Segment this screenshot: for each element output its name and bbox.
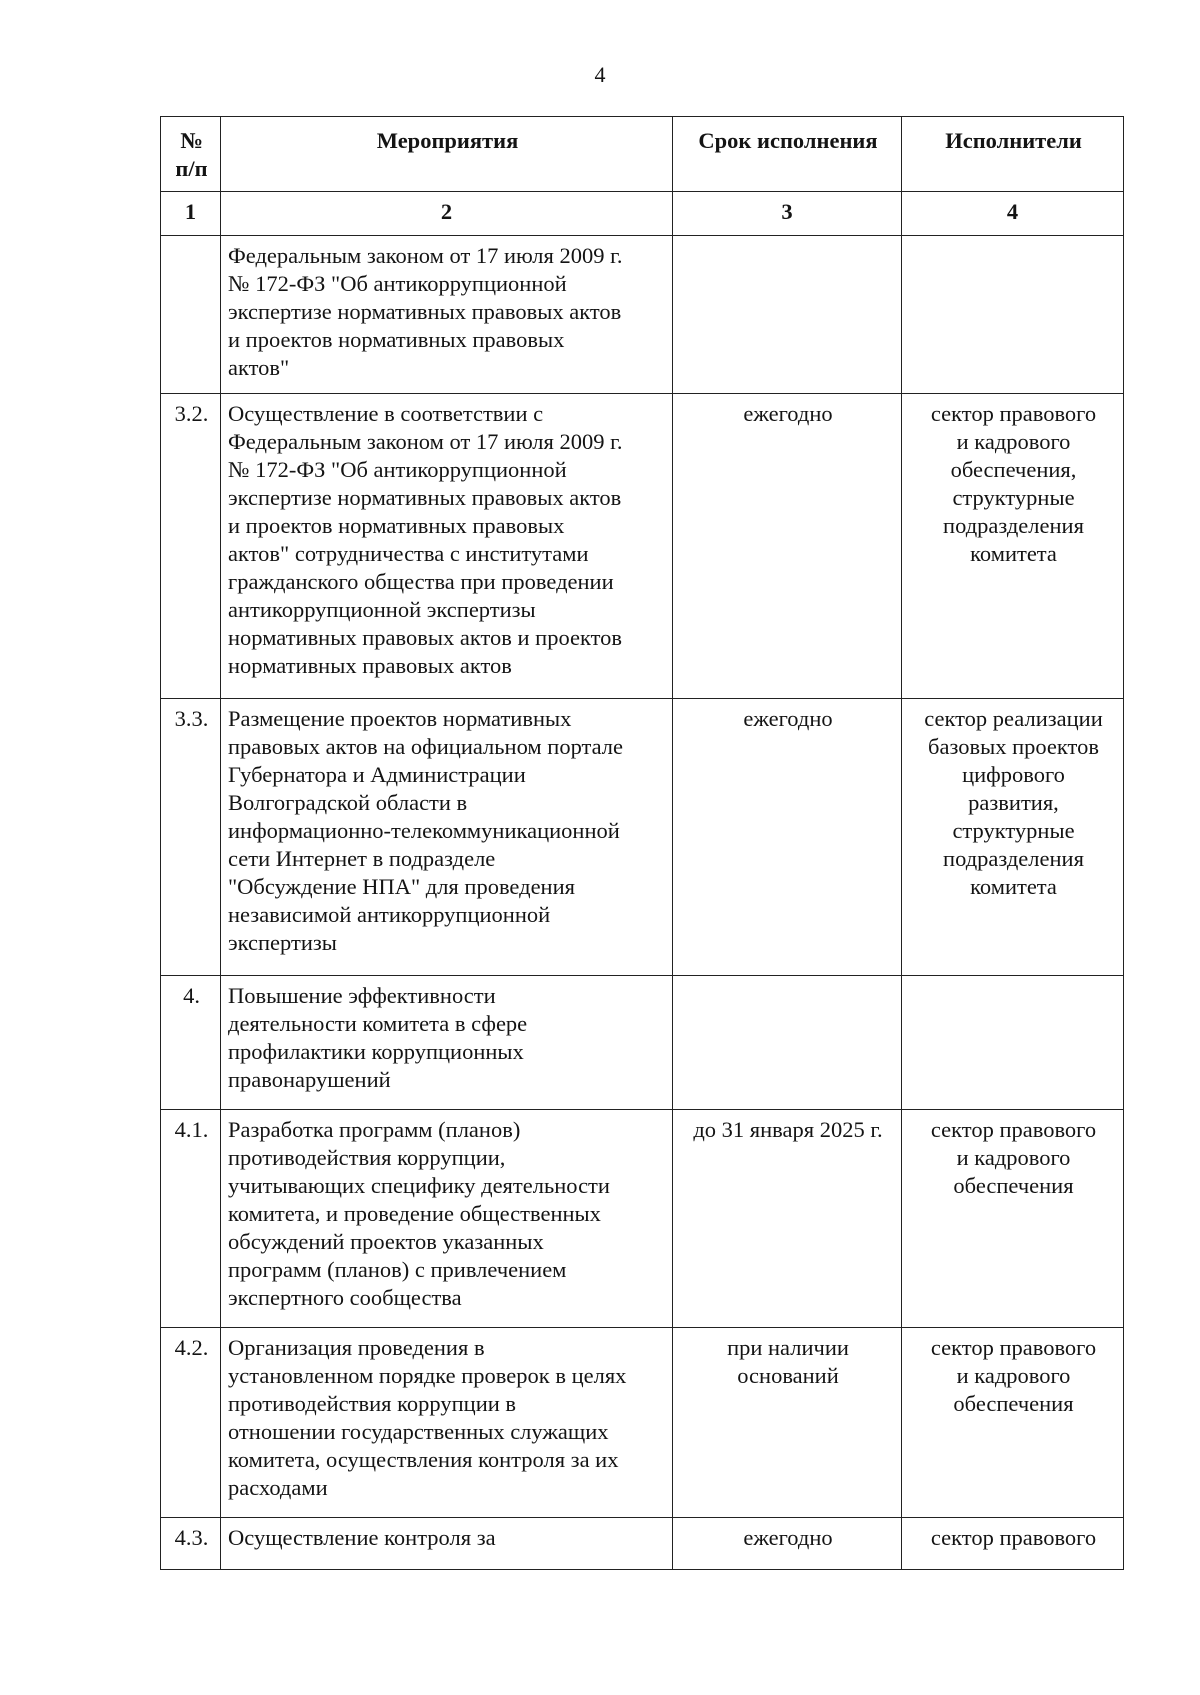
- column-number: 1: [161, 192, 221, 236]
- row-number: 4.3.: [161, 1518, 221, 1570]
- row-deadline: ежегодно: [673, 1518, 902, 1570]
- column-number: 2: [221, 192, 673, 236]
- row-executors: сектор правового и кадрового обеспечения: [902, 1328, 1124, 1518]
- row-executors: [902, 236, 1124, 394]
- table-row: [161, 976, 1124, 1110]
- header-number: № п/п: [161, 117, 221, 192]
- row-executors: сектор правового и кадрового обеспечения: [902, 1110, 1124, 1328]
- header-deadline: Срок исполнения: [673, 117, 902, 192]
- table-header-row: [161, 117, 1124, 192]
- row-event: Разработка программ (планов) противодействия коррупции, учитывающих специфику деятельности комитета, и проведение общественных обсуждений проектов указанных программ (планов) с привлечением экспертного сообщества: [221, 1110, 673, 1328]
- row-number: 3.3.: [161, 699, 221, 976]
- row-number: 4.1.: [161, 1110, 221, 1328]
- row-event: Размещение проектов нормативных правовых актов на официальном портале Губернатора и Администрации Волгоградской области в информационно-телекоммуникационной сети Интернет в подразделе "Обсуждение НПА" для проведения независимой антикоррупционной экспертизы: [221, 699, 673, 976]
- row-number: 3.2.: [161, 394, 221, 699]
- row-deadline: при наличии оснований: [673, 1328, 902, 1518]
- column-number: 4: [902, 192, 1124, 236]
- table-row: [161, 1518, 1124, 1570]
- row-executors: [902, 976, 1124, 1110]
- row-deadline: ежегодно: [673, 699, 902, 976]
- column-numbers-row: [161, 192, 1124, 236]
- column-number: 3: [673, 192, 902, 236]
- row-event: Федеральным законом от 17 июля 2009 г. № 172-ФЗ "Об антикоррупционной экспертизе нормативных правовых актов и проектов нормативных правовых актов": [221, 236, 673, 394]
- table-row: [161, 699, 1124, 976]
- row-deadline: [673, 976, 902, 1110]
- header-events: Мероприятия: [221, 117, 673, 192]
- row-number: 4.: [161, 976, 221, 1110]
- page-number: 4: [594, 62, 606, 87]
- row-event: Осуществление контроля за: [221, 1518, 673, 1570]
- row-deadline: ежегодно: [673, 394, 902, 699]
- row-executors: сектор реализации базовых проектов цифрового развития, структурные подразделения комитета: [902, 699, 1124, 976]
- row-number: 4.2.: [161, 1328, 221, 1518]
- row-executors: сектор правового: [902, 1518, 1124, 1570]
- row-event: Повышение эффективности деятельности комитета в сфере профилактики коррупционных правонарушений: [221, 976, 673, 1110]
- table-row: [161, 1110, 1124, 1328]
- table-row: [161, 1328, 1124, 1518]
- row-deadline: до 31 января 2025 г.: [673, 1110, 902, 1328]
- header-executors: Исполнители: [902, 117, 1124, 192]
- measures-table: [160, 116, 1124, 1570]
- row-event: Осуществление в соответствии с Федеральным законом от 17 июля 2009 г. № 172-ФЗ "Об антикоррупционной экспертизе нормативных правовых актов и проектов нормативных правовых актов" сотрудничества с институтами гражданского общества при проведении антикоррупционной экспертизы нормативных правовых актов и проектов нормативных правовых актов: [221, 394, 673, 699]
- row-deadline: [673, 236, 902, 394]
- row-executors: сектор правового и кадрового обеспечения, структурные подразделения комитета: [902, 394, 1124, 699]
- table-row: [161, 394, 1124, 699]
- row-number: [161, 236, 221, 394]
- row-event: Организация проведения в установленном порядке проверок в целях противодействия коррупции в отношении государственных служащих комитета, осуществления контроля за их расходами: [221, 1328, 673, 1518]
- table-row: [161, 236, 1124, 394]
